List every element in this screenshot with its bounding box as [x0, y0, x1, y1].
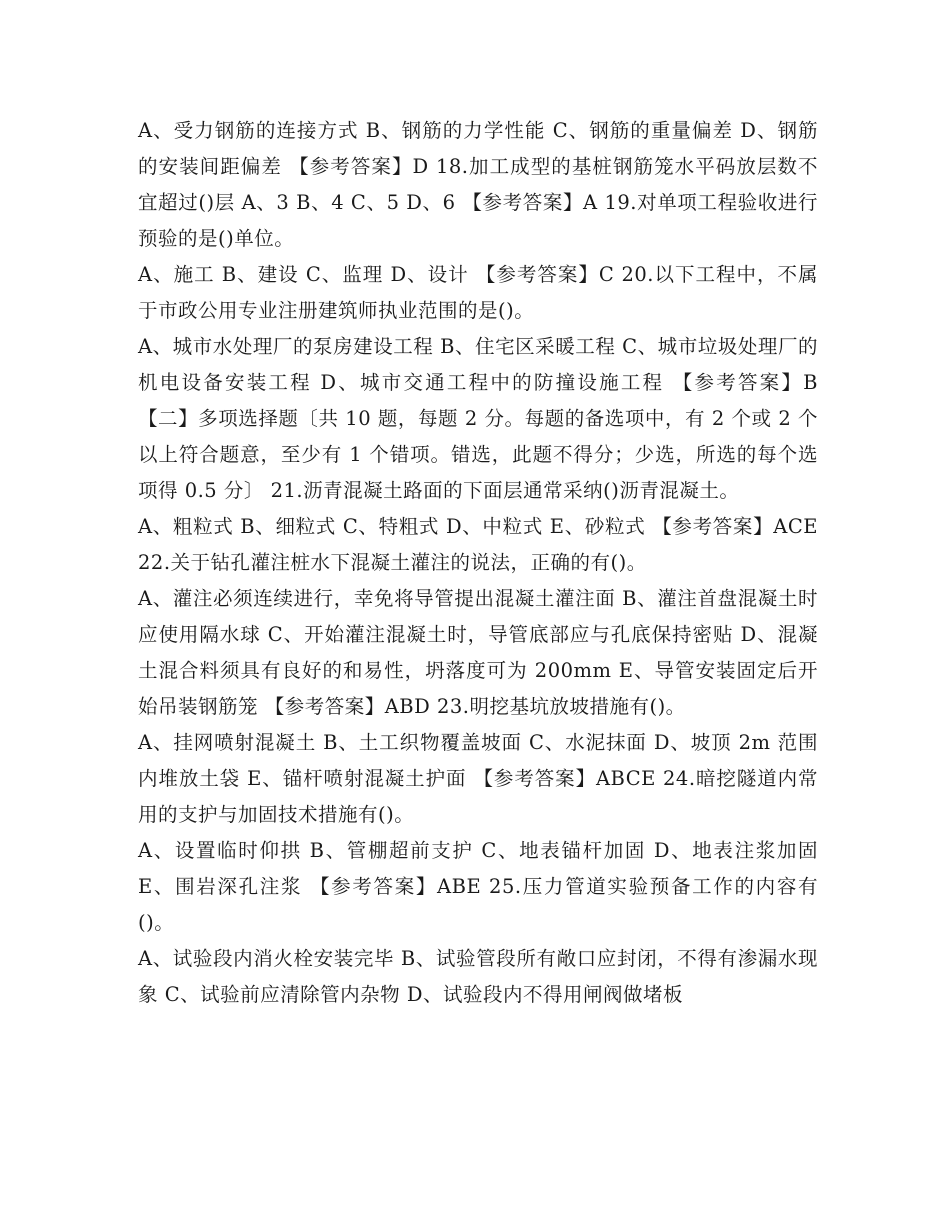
- paragraph: A、挂网喷射混凝土 B、土工织物覆盖坡面 C、水泥抹面 D、坡顶 2m 范围内堆放土袋 E、锚杆喷射混凝土护面 【参考答案】ABCE 24.暗挖隧道内常用的支护与加固技术措施有()。: [138, 731, 818, 826]
- document-body: [138, 113, 818, 1013]
- paragraph: A、灌注必须连续进行，幸免将导管提出混凝土灌注面 B、灌注首盘混凝土时应使用隔水球 C、开始灌注混凝土时，导管底部应与孔底保持密贴 D、混凝土混合料须具有良好的和易性，坍落度可为 200mm E、导管安装固定后开始吊装钢筋笼 【参考答案】ABD 23.明挖基坑放坡措施有()。: [138, 587, 818, 718]
- paragraph: A、试验段内消火栓安装完毕 B、试验管段所有敞口应封闭，不得有渗漏水现象 C、试验前应清除管内杂物 D、试验段内不得用闸阀做堵板: [138, 947, 818, 1006]
- paragraph: A、受力钢筋的连接方式 B、钢筋的力学性能 C、钢筋的重量偏差 D、钢筋的安装间距偏差 【参考答案】D 18.加工成型的基桩钢筋笼水平码放层数不宜超过()层 A、3 B、4 C、5 D、6 【参考答案】A 19.对单项工程验收进行预验的是()单位。: [138, 119, 818, 250]
- paragraph: A、施工 B、建设 C、监理 D、设计 【参考答案】C 20.以下工程中，不属于市政公用专业注册建筑师执业范围的是()。: [138, 263, 818, 322]
- paragraph: A、城市水处理厂的泵房建设工程 B、住宅区采暖工程 C、城市垃圾处理厂的机电设备安装工程 D、城市交通工程中的防撞设施工程 【参考答案】B 【二】多项选择题〔共 10 题，每题 2 分。每题的备选项中，有 2 个或 2 个以上符合题意，至少有 1 个错项。错选，此题不得分；少选，所选的每个选项得 0.5 分〕 21.沥青混凝土路面的下面层通常采纳()沥青混凝土。: [138, 335, 818, 502]
- paragraph: A、设置临时仰拱 B、管棚超前支护 C、地表锚杆加固 D、地表注浆加固 E、围岩深孔注浆 【参考答案】ABE 25.压力管道实验预备工作的内容有()。: [138, 839, 818, 934]
- paragraph: A、粗粒式 B、细粒式 C、特粗式 D、中粒式 E、砂粒式 【参考答案】ACE 22.关于钻孔灌注桩水下混凝土灌注的说法，正确的有()。: [138, 515, 818, 574]
